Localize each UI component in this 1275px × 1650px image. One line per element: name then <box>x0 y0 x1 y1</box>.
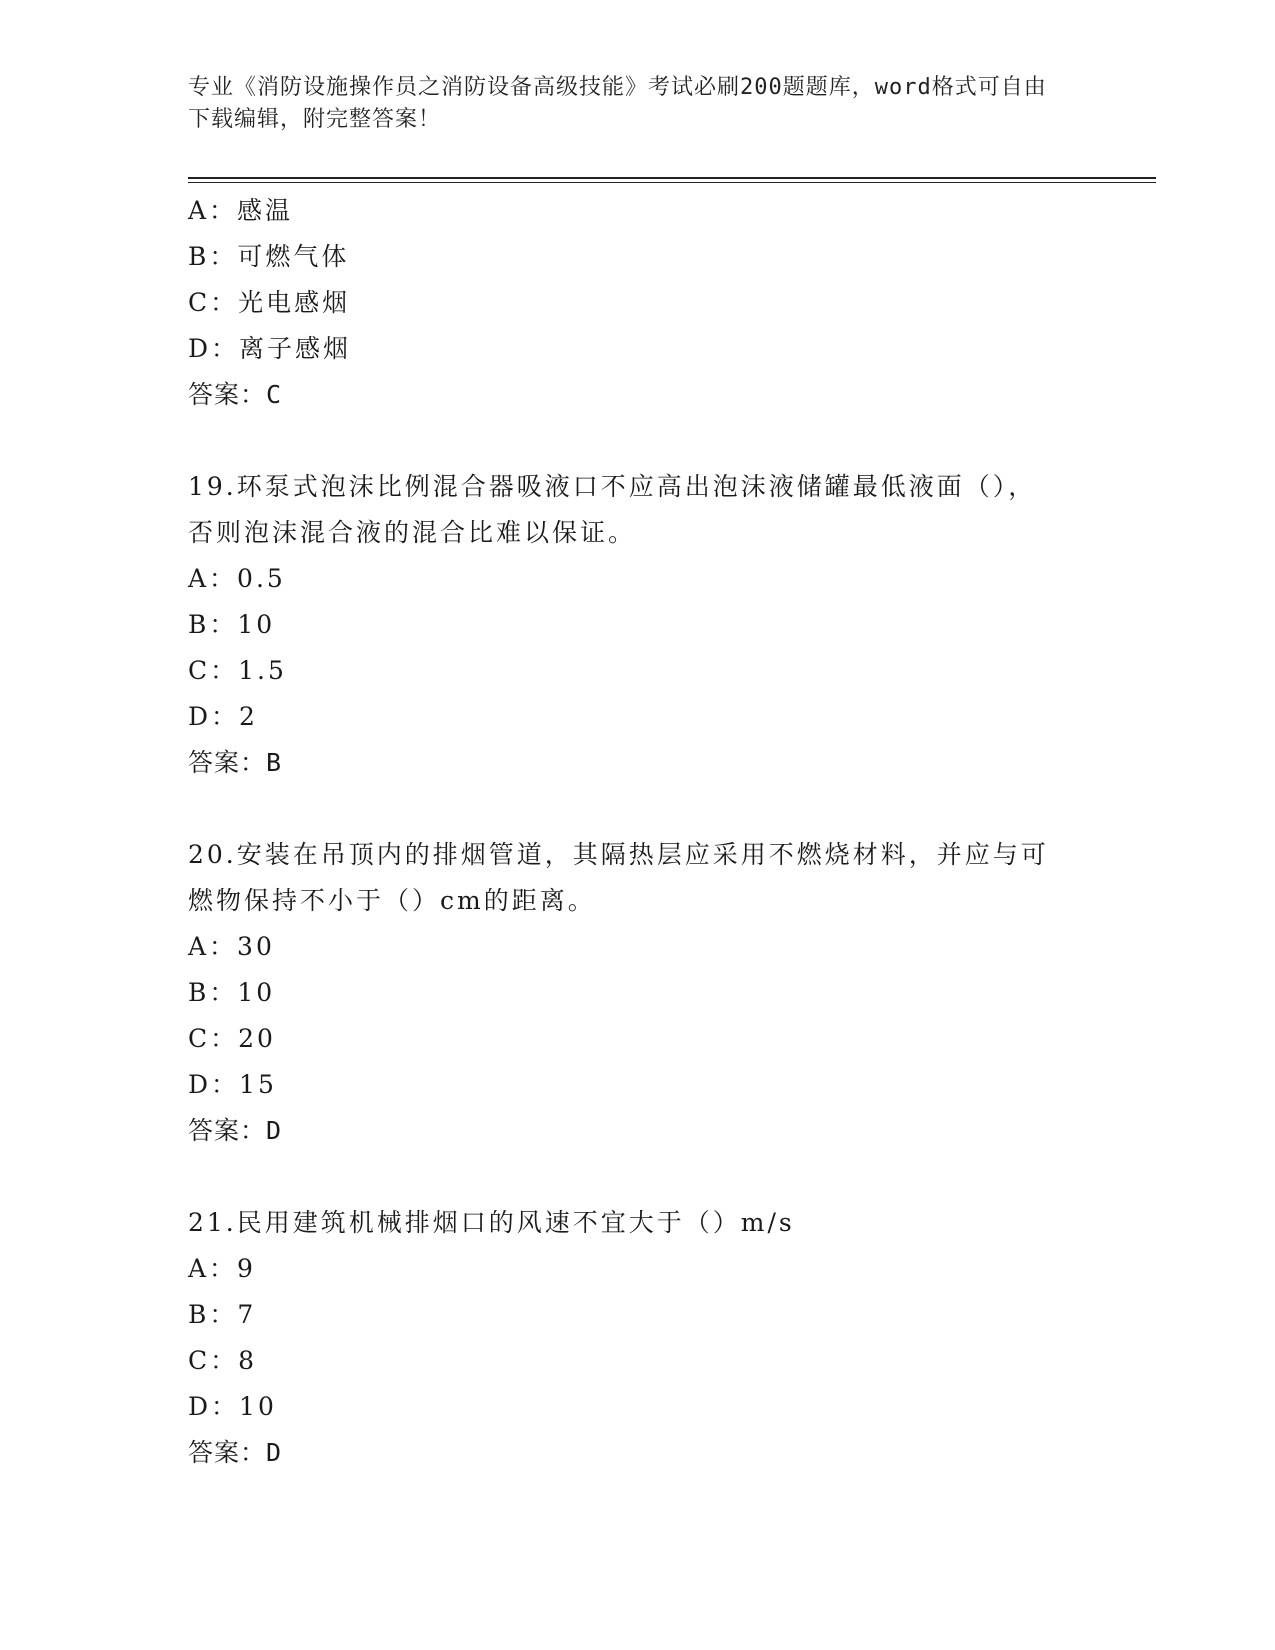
page-header: 专业《消防设施操作员之消防设备高级技能》考试必刷200题题库，word格式可自由下载编辑，附完整答案！ <box>188 75 1047 132</box>
answer: 答案：B <box>188 748 283 777</box>
option-a: A：感温 <box>188 196 294 225</box>
question-text-line-1: 21.民用建筑机械排烟口的风速不宜大于（）m/s <box>188 1208 795 1237</box>
question-19 <box>188 464 1088 786</box>
option-c: C：光电感烟 <box>188 288 351 317</box>
question-text-line-2: 燃物保持不小于（）cm的距离。 <box>188 886 596 915</box>
option-c: C：8 <box>188 1346 258 1375</box>
spacer <box>188 418 1088 464</box>
option-d: D：15 <box>188 1070 277 1099</box>
header-rule-thick <box>188 177 1156 179</box>
question-21 <box>188 1200 1088 1476</box>
option-a: A：30 <box>188 932 275 961</box>
option-b: B：可燃气体 <box>188 242 350 271</box>
answer: 答案：D <box>188 1116 283 1145</box>
option-c: C：20 <box>188 1024 276 1053</box>
question-text-line-1: 19.环泵式泡沫比例混合器吸液口不应高出泡沫液储罐最低液面（）， <box>188 472 1037 501</box>
option-b: B：7 <box>188 1300 257 1329</box>
option-b: B：10 <box>188 978 276 1007</box>
spacer <box>188 786 1088 832</box>
option-d: D：2 <box>188 702 258 731</box>
answer: 答案：D <box>188 1438 283 1467</box>
option-c: C：1.5 <box>188 656 287 685</box>
option-a: A：9 <box>188 1254 256 1283</box>
option-b: B：10 <box>188 610 276 639</box>
option-d: D：离子感烟 <box>188 334 352 363</box>
option-d: D：10 <box>188 1392 277 1421</box>
question-text-line-1: 20.安装在吊顶内的排烟管道，其隔热层应采用不燃烧材料，并应与可 <box>188 840 1049 869</box>
question-18 <box>188 188 1088 418</box>
question-20 <box>188 832 1088 1154</box>
question-text-line-2: 否则泡沫混合液的混合比难以保证。 <box>188 518 637 547</box>
header-rule-thin <box>188 182 1156 183</box>
question-list <box>188 188 1088 1476</box>
option-a: A：0.5 <box>188 564 286 593</box>
spacer <box>188 1154 1088 1200</box>
answer: 答案：C <box>188 380 283 409</box>
